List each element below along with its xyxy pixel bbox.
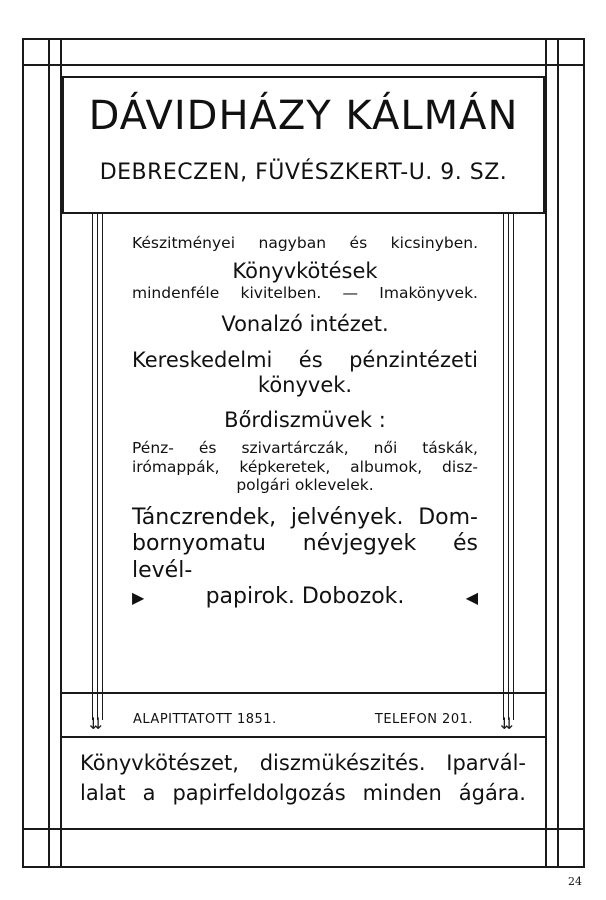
frame-top-inner-rule	[22, 64, 584, 66]
frame-left-inner-rule	[48, 38, 50, 868]
header-box	[62, 76, 545, 214]
body-right-rule-a	[503, 214, 504, 720]
body-line-13-row	[132, 584, 478, 610]
body-line-1: Készitményei nagyban és kicsinyben.	[132, 234, 478, 252]
phone-text: TELEFON 201.	[374, 712, 473, 727]
body-line-13: papirok. Dobozok.	[205, 584, 405, 610]
body-line-5: Kereskedelmi és pénzintézeti	[132, 347, 478, 372]
frame-bottom-rule	[22, 866, 584, 868]
body-line-6: könyvek.	[257, 372, 353, 397]
body-right-rule-b	[508, 214, 509, 720]
body-line-11: Tánczrendek, jelvények. Dom-	[132, 504, 478, 530]
frame-right-inner-rule	[557, 38, 559, 868]
right-pointer-icon: ▶	[132, 587, 145, 607]
left-double-arrow-icon: ⇊	[89, 714, 103, 733]
frame-left-rule	[22, 38, 24, 868]
body-line-7: Bőrdiszmüvek :	[224, 407, 386, 432]
body-line-3: mindenféle kivitelben. — Imakönyvek.	[132, 283, 478, 302]
frame-right-rule	[583, 38, 585, 868]
body-line-2: Könyvkötések	[232, 258, 378, 283]
left-pointer-icon: ◀	[465, 587, 478, 607]
company-address: DEBRECZEN, FÜVÉSZKERT-U. 9. SZ.	[99, 160, 508, 185]
frame-top-rule	[22, 38, 584, 40]
footer-line-2: lalat a papirfeldolgozás minden ágára.	[80, 781, 526, 806]
frame-right-inner2-rule	[545, 38, 547, 868]
body-line-4: Vonalzó intézet.	[221, 312, 389, 337]
footer-text	[80, 748, 526, 809]
body-line-12: bornyomatu névjegyek és levél-	[132, 531, 478, 583]
frame-bottom-inner-rule	[22, 828, 584, 830]
body-line-9: irómappák, képkeretek, albumok, disz-	[132, 457, 478, 476]
info-bottom-rule	[62, 736, 545, 738]
body-left-rule-b	[97, 214, 98, 720]
body-text	[132, 234, 478, 610]
page-number: 24	[568, 875, 582, 888]
body-line-8: Pénz- és szivartárczák, női táskák,	[132, 439, 478, 458]
info-top-rule	[62, 692, 545, 694]
body-left-rule-c	[102, 214, 103, 720]
body-left-rule-a	[92, 214, 93, 720]
founded-text: ALAPITTATOTT 1851.	[133, 712, 277, 727]
company-name: DÁVIDHÁZY KÁLMÁN	[88, 93, 519, 139]
footer-line-1: Könyvkötészet, diszmükészités. Iparvál-	[80, 751, 526, 775]
right-double-arrow-icon: ⇊	[500, 714, 514, 733]
body-line-10: polgári oklevelek.	[236, 476, 374, 495]
body-right-rule-c	[513, 214, 514, 720]
